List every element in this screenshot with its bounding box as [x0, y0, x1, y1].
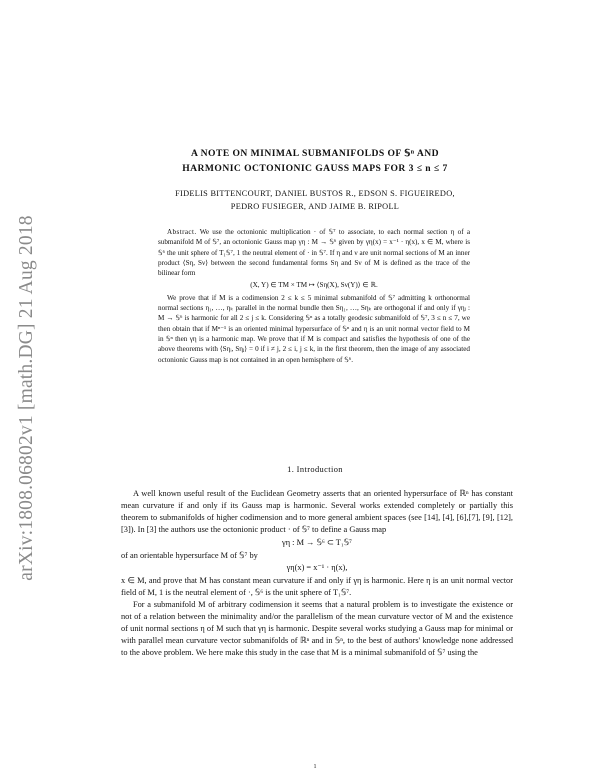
author-list	[100, 188, 530, 213]
authors-line-2: PEDRO FUSIEGER, AND JAIME B. RIPOLL	[230, 201, 400, 211]
equation-gauss-map: γη : M → 𝕊⁶ ⊂ T₁𝕊⁷	[282, 537, 352, 547]
arxiv-identifier-stamp	[14, 178, 40, 618]
abstract-label: Abstract.	[167, 228, 197, 236]
body-paragraph-1: A well known useful result of the Euclidean Geometry asserts that an oriented hypersurface of ℝⁿ has constant mean curvature if and only if its Gauss map is harmonic. Several works extended completely or partially this theorem to submanifolds of higher codimension and to more general ambient spaces (see [14], [4], [6],[7], [9], [12], [3]). In [3] the authors use the octonionic product · of 𝕊⁷ to define a Gauss map	[121, 489, 513, 534]
body-paragraph-3: x ∈ M, and prove that M has constant mean curvature if and only if γη is harmonic. Here η is an unit normal vector field of M, 1 is the neutral element of ·, 𝕊⁶ is the unit sphere of T₁𝕊⁷.	[121, 576, 513, 598]
equation-gauss-map-definition: γη(x) = x⁻¹ · η(x),	[286, 563, 348, 573]
body-paragraph-4: For a submanifold M of arbitrary codimension it seems that a natural problem is to investigate the existence or not of a relation between the minimality and/or the parallelism of the mean curvature vector of M and the existence of unit normal sections η of M such that γη is harmonic. Despite several works studying a Gauss map for minimal or with parallel mean curvature vector submanifolds of ℝⁿ and in 𝕊ⁿ, to the best of authors' knowledge none addressed to the above problem. We here make this study in the case that M is a minimal submanifold of 𝕊⁷ using the	[121, 600, 513, 657]
title-line-1: A NOTE ON MINIMAL SUBMANIFOLDS OF 𝕊ⁿ AND	[190, 148, 439, 159]
abstract-display-formula: (X, Y) ∈ TM × TM ↦ ⟨Sη(X), Sν(Y)⟩ ∈ ℝ.	[250, 281, 378, 290]
abstract-text-1: We use the octonionic multiplication · of 𝕊⁷ to associate, to each normal section η of a submanifold M of 𝕊⁷, an octonionic Gauss map γη : M → 𝕊⁶ given by γη(x) = x⁻¹ · η(x), x ∈ M, where is 𝕊⁶ the unit sphere of T₁𝕊⁷, 1 the neutral element of · in 𝕊⁷. If η and ν are unit normal sections of M an inner product ⟨Sη, Sν⟩ between the second fundamental forms Sη and Sν of M is defined as the trace of the bilinear form	[158, 228, 471, 278]
arxiv-identifier-text: arXiv:1808.06802v1 [math.DG] 21 Aug 2018	[16, 215, 37, 581]
page-number: 1	[313, 764, 317, 770]
section-heading-introduction: 1. Introduction	[287, 465, 343, 474]
body-paragraph-2: of an orientable hypersurface M of 𝕊⁷ by	[121, 550, 258, 560]
abstract	[158, 227, 470, 365]
abstract-paragraph-1	[158, 227, 470, 278]
abstract-paragraph-2: We prove that if M is a codimension 2 ≤ k ≤ 5 minimal submanifold of 𝕊⁷ admitting k orthonormal normal sections η₁, …, ηₖ parallel in the normal bundle then Sη₁, …, Sηₖ are orthogonal if and only if γηⱼ : M → 𝕊⁶ is harmonic for all 2 ≤ j ≤ k. Considering 𝕊ⁿ as a totally geodesic submanifold of 𝕊⁷, 3 ≤ n ≤ 7, we then obtain that if Mⁿ⁻¹ is an oriented minimal hypersurface of 𝕊ⁿ and η is an unit normal vector field to M in 𝕊ⁿ then γη is a harmonic map. We prove that if M is compact and satisfies the hypothesis of one of the above theorems with ⟨Sηᵢ, Sηⱼ⟩ = 0 if i ≠ j, 2 ≤ i, j ≤ k, in the first theorem, then the image of any associated octonionic Gauss map is not contained in an open hemisphere of 𝕊⁶.	[158, 293, 470, 364]
introduction-body	[121, 488, 513, 659]
paper-title	[100, 146, 530, 176]
title-line-2: HARMONIC OCTONIONIC GAUSS MAPS FOR 3 ≤ n ≤ 7	[182, 163, 448, 174]
authors-line-1: FIDELIS BITTENCOURT, DANIEL BUSTOS R., EDSON S. FIGUEIREDO,	[175, 189, 455, 198]
